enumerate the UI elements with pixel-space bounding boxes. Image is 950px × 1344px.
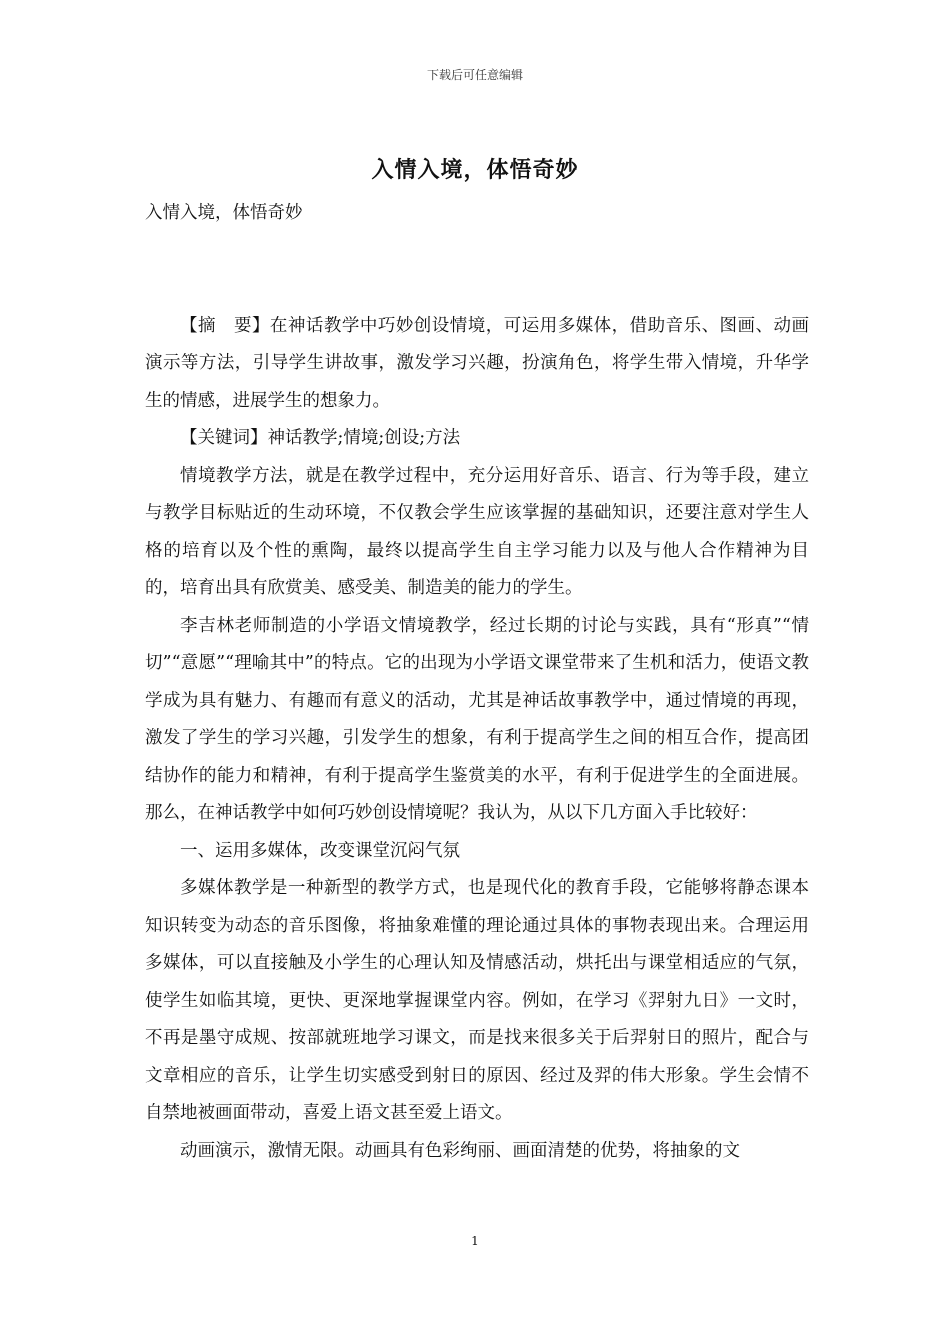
document-subtitle: 入情入境，体悟奇妙 bbox=[145, 203, 303, 223]
keywords-paragraph: 【关键词】神话教学;情境;创设;方法 bbox=[180, 428, 461, 448]
body-paragraph: 李吉林老师制造的小学语文情境教学，经过长期的讨论与实践，具有“形真”“情切”“意愿”“理喻其中”的特点。它的出现为小学语文课堂带来了生机和活力，使语文教学成为具有魅力、有趣而有意义的活动，尤其是神话故事教学中，通过情境的再现，激发了学生的学习兴趣，引发学生的想象，有利于提高学生之间的相互合作，提高团结协作的能力和精神，有利于提高学生鉴赏美的水平，有利于促进学生的全面进展。那么，在神话教学中如何巧妙创设情境呢？我认为，从以下几方面入手比较好： bbox=[145, 615, 809, 823]
abstract-paragraph: 【摘 要】在神话教学中巧妙创设情境，可运用多媒体，借助音乐、图画、动画演示等方法，引导学生讲故事，激发学习兴趣，扮演角色，将学生带入情境，升华学生的情感，进展学生的想象力。 bbox=[145, 315, 809, 411]
page-number: 1 bbox=[471, 1234, 479, 1248]
document-title: 入情入境，体悟奇妙 bbox=[371, 157, 579, 183]
blank-space bbox=[145, 233, 809, 308]
page-header: 下载后可任意编辑 bbox=[426, 68, 523, 82]
document-body bbox=[145, 195, 809, 1170]
body-paragraph: 动画演示，激情无限。动画具有色彩绚丽、画面清楚的优势，将抽象的文 bbox=[180, 1140, 740, 1161]
section-heading: 一、运用多媒体，改变课堂沉闷气氛 bbox=[180, 840, 460, 861]
body-paragraph: 情境教学方法，就是在教学过程中，充分运用好音乐、语言、行为等手段，建立与教学目标贴近的生动环境，不仅教会学生应该掌握的基础知识，还要注意对学生人格的培育以及个性的熏陶，最终以提高学生自主学习能力以及与他人合作精神为目的，培育出具有欣赏美、感受美、制造美的能力的学生。 bbox=[145, 465, 809, 598]
body-paragraph: 多媒体教学是一种新型的教学方式，也是现代化的教育手段，它能够将静态课本知识转变为动态的音乐图像，将抽象难懂的理论通过具体的事物表现出来。合理运用多媒体，可以直接触及小学生的心理认知及情感活动，烘托出与课堂相适应的气氛，使学生如临其境，更快、更深地掌握课堂内容。例如，在学习《羿射九日》一文时，不再是墨守成规、按部就班地学习课文，而是找来很多关于后羿射日的照片，配合与文章相应的音乐，让学生切实感受到射日的原因、经过及羿的伟大形象。学生会情不自禁地被画面带动，喜爱上语文甚至爱上语文。 bbox=[145, 878, 809, 1123]
